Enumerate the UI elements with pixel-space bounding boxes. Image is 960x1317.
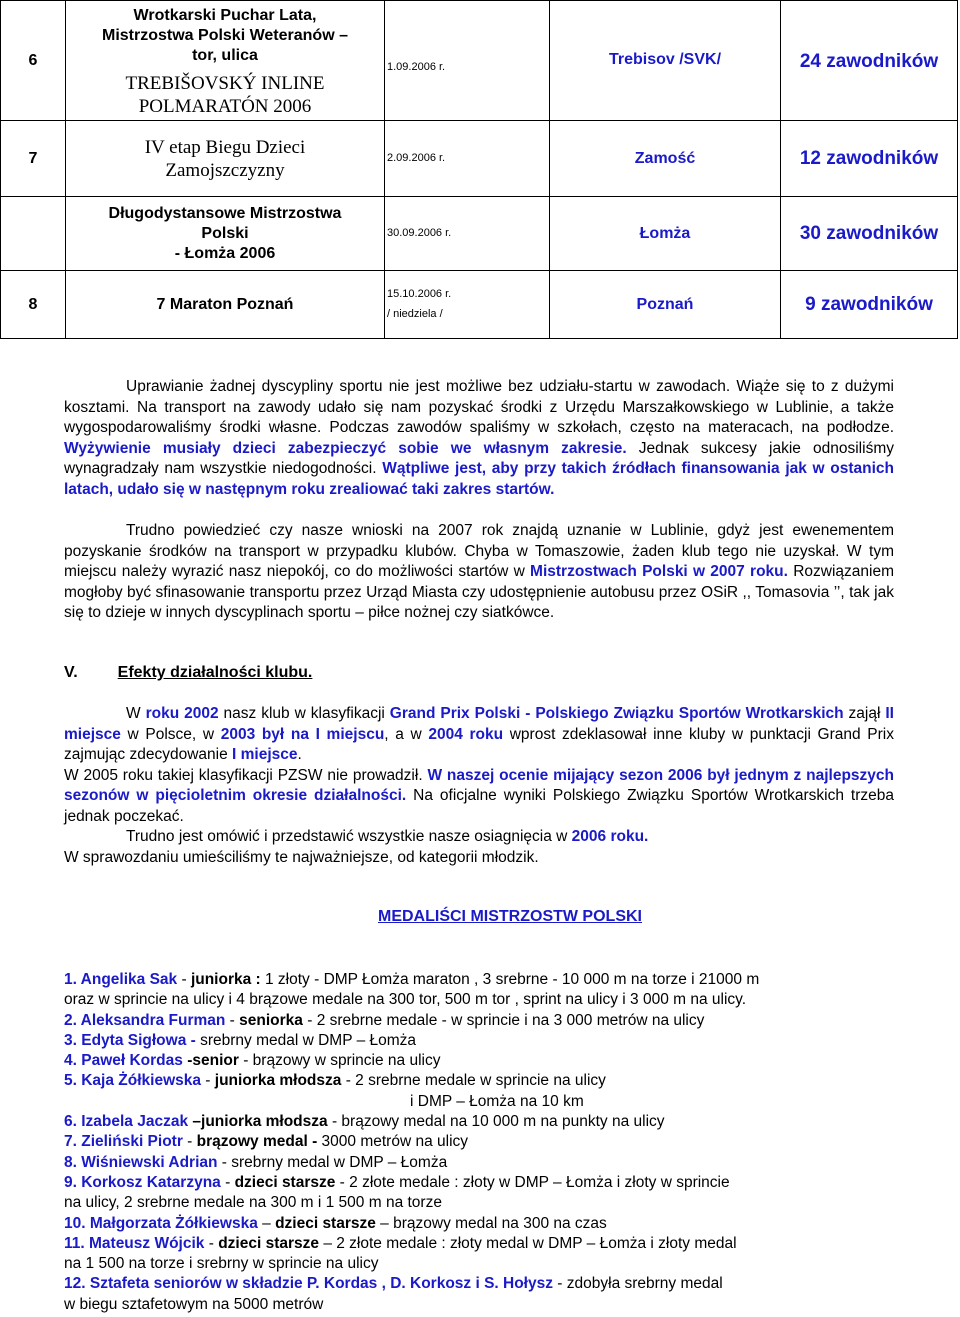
- event-name-line: Polski: [201, 224, 249, 242]
- medalists-heading: MEDALIŚCI MISTRZOSTW POLSKI: [378, 908, 642, 925]
- text-run-highlight: 2004 roku: [428, 725, 504, 743]
- text-run-highlight: Wyżywienie musiały dzieci zabezpieczyć sobie we własnym zakresie.: [64, 439, 627, 457]
- events-table: [0, 0, 958, 339]
- text-run: Na oficjalne wyniki Polskiego Związku Sportów Wrotkarskich trzeba jednak poczekać.: [64, 787, 894, 825]
- text-run-highlight: W naszej ocenie mijający sezon 2006 był jednym z najlepszych sezonów w pięcioletnim okresie działalności.: [64, 766, 894, 804]
- event-name-line: Długodystansowe Mistrzostwa: [108, 204, 342, 222]
- section-number: V.: [64, 664, 78, 681]
- event-row: [1, 271, 958, 339]
- list-item: 4. Paweł Kordas -senior - brązowy w sprincie na ulicy: [64, 1052, 441, 1070]
- event-name-line: TREBIŠOVSKÝ INLINE: [125, 72, 325, 94]
- list-item: na ulicy, 2 srebrne medale na 300 m i 1 500 m na torze: [64, 1194, 442, 1212]
- event-name: [66, 1, 385, 121]
- text-run: wprost zdeklasował inne kluby w punktacji Grand Prix zajmując zdecydowanie: [64, 725, 894, 763]
- text-run: nasz klub w klasyfikacji: [218, 705, 390, 722]
- event-day-line: / niedziela /: [387, 308, 443, 320]
- text-run: W 2005 roku takiej klasyfikacji PZSW nie prowadził.: [64, 766, 428, 784]
- event-name: [66, 121, 385, 197]
- event-name-line: - Łomża 2006: [174, 244, 276, 262]
- list-item: 8. Wiśniewski Adrian - srebrny medal w DMP – Łomża: [64, 1153, 448, 1171]
- event-name: [66, 197, 385, 271]
- event-number: 7: [1, 121, 66, 197]
- paragraph-funding: [64, 521, 894, 624]
- event-count: 9 zawodników: [781, 271, 958, 339]
- list-item: oraz w sprincie na ulicy i 4 brązowe medale na 300 tor, 500 m tor , sprint na ulicy i 3 000 m na ulicy.: [64, 991, 747, 1009]
- event-date: 1.09.2006 r.: [385, 1, 550, 121]
- list-item: 6. Izabela Jaczak –juniorka młodsza - brązowy medal na 10 000 m na punkty na ulicy: [64, 1113, 665, 1131]
- list-item: 9. Korkosz Katarzyna - dzieci starsze - 2 złote medale : złoty w DMP – Łomża i złoty w sprincie: [64, 1173, 730, 1191]
- text-run: , a w: [384, 725, 429, 743]
- list-item: 7. Zieliński Piotr - brązowy medal - 3000 metrów na ulicy: [64, 1133, 469, 1151]
- text-run-highlight: II miejsce: [64, 705, 894, 743]
- event-row: [1, 197, 958, 271]
- event-date: 30.09.2006 r.: [385, 197, 550, 271]
- event-place: Zamość: [550, 121, 781, 197]
- section-heading: [64, 664, 312, 682]
- text-run: W sprawozdaniu umieściliśmy te najważniejsze, od kategorii młodzik.: [64, 848, 539, 866]
- text-run: Jednak sukcesy jakie odnosiliśmy wynagradzały nam wszystkie niedogodności.: [64, 439, 894, 477]
- list-item: na 1 500 na torze i srebrny w sprincie na ulicy: [64, 1255, 379, 1273]
- event-date: 2.09.2006 r.: [385, 121, 550, 197]
- text-run-highlight: Mistrzostwach Polski w 2007 roku.: [530, 563, 788, 580]
- list-item: i DMP – Łomża na 10 km: [410, 1092, 584, 1110]
- list-item: w biegu sztafetowym na 5000 metrów: [64, 1295, 324, 1313]
- event-name-line: IV etap Biegu Dzieci: [144, 136, 306, 158]
- text-run: Trudno jest omówić i przedstawić wszystkie nasze osiagnięcia w: [126, 828, 572, 845]
- text-run-highlight: Grand Prix Polski - Polskiego Związku Sportów Wrotkarskich: [389, 705, 844, 722]
- event-name-line: 7 Maraton Poznań: [156, 295, 294, 313]
- event-place: Łomża: [550, 197, 781, 271]
- event-place: Trebisov /SVK/: [550, 1, 781, 121]
- event-number: [1, 197, 66, 271]
- event-count: 30 zawodników: [781, 197, 958, 271]
- event-name-line: Zamojszczyzny: [165, 159, 285, 181]
- event-date-line: 15.10.2006 r.: [387, 288, 452, 300]
- event-count: 12 zawodników: [781, 121, 958, 197]
- event-number: 8: [1, 271, 66, 339]
- list-item: 3. Edyta Sigłowa - srebrny medal w DMP – Łomża: [64, 1031, 417, 1049]
- text-run: W: [126, 705, 146, 722]
- text-run: .: [297, 746, 302, 763]
- text-run: Rozwiązaniem mogłoby być sfinasowanie transportu przez Urząd Miasta czy udostępnienie autobusu przez OSiR ,, Tomasovia ’’, tak jak się to dzieje w innych dyscyplinach sportu – piłce nożnej czy siatkówce.: [64, 563, 894, 621]
- text-run: Uprawianie żadnej dyscypliny sportu nie jest możliwe bez udziału-startu w zawodach. Wiąże się to z dużymi kosztami. Na transport na zawody udało się nam pozyskać środki z Urzędu Marszałkowskiego w Lublinie, a także wygospodarowaliśmy środki własne. Podczas zawodów spaliśmy w szkołach, często na materacach, na podłodze.: [64, 378, 894, 436]
- list-item: 5. Kaja Żółkiewska - juniorka młodsza - 2 srebrne medale w sprincie na ulicy: [64, 1072, 606, 1090]
- text-run-highlight: 2006 roku.: [571, 828, 649, 845]
- list-item: 2. Aleksandra Furman - seniorka - 2 srebrne medale - w sprincie i na 3 000 metrów na ulicy: [64, 1011, 705, 1029]
- event-place: Poznań: [550, 271, 781, 339]
- text-run: w Polsce, w: [120, 725, 221, 743]
- list-item: 10. Małgorzata Żółkiewska – dzieci starsze – brązowy medal na 300 na czas: [64, 1214, 607, 1232]
- text-run-highlight: I miejsce: [232, 746, 298, 763]
- event-name-line: tor, ulica: [192, 46, 258, 64]
- medalists-list: [64, 970, 944, 1315]
- text-run: zajął: [843, 705, 886, 722]
- section-title: Efekty działalności klubu.: [117, 664, 313, 681]
- event-date: [385, 271, 550, 339]
- list-item: 12. Sztafeta seniorów w składzie P. Kordas , D. Korkosz i S. Hołysz - zdobyła srebrny medal: [64, 1275, 723, 1293]
- text-run-highlight: Wątpliwe jest, aby przy takich źródłach finansowania jak w ostanich latach, udało się w następnym roku zrealiować taki zakres startów.: [64, 460, 894, 498]
- list-item: 1. Angelika Sak - juniorka : 1 złoty - DMP Łomża maraton , 3 srebrne - 10 000 m na torze i 21000 m: [64, 971, 760, 988]
- paragraph-results: [64, 704, 894, 868]
- event-name-line: POLMARATÓN 2006: [138, 95, 312, 117]
- list-item: 11. Mateusz Wójcik - dzieci starsze – 2 złote medale : złoty medal w DMP – Łomża i złoty medal: [64, 1234, 737, 1252]
- event-name: [66, 271, 385, 339]
- event-row: [1, 121, 958, 197]
- event-number: 6: [1, 1, 66, 121]
- event-name-line: Wrotkarski Puchar Lata,: [133, 6, 317, 24]
- event-count: 24 zawodników: [781, 1, 958, 121]
- event-row: [1, 1, 958, 121]
- paragraph-transport: [64, 377, 894, 500]
- text-run: Trudno powiedzieć czy nasze wnioski na 2007 rok znajdą uznanie w Lublinie, gdyż jest ewenementem pozyskanie środków na transport w przypadku klubów. Chyba w Tomaszowie, żaden klub tego nie uzyskał. W tym miejscu należy wyrazić nasz niepokój, co do możliwości startów w: [64, 522, 894, 580]
- event-name-line: Mistrzostwa Polski Weteranów –: [102, 26, 348, 44]
- text-run-highlight: roku 2002: [145, 705, 219, 722]
- text-run-highlight: 2003 był na I miejscu: [220, 725, 385, 743]
